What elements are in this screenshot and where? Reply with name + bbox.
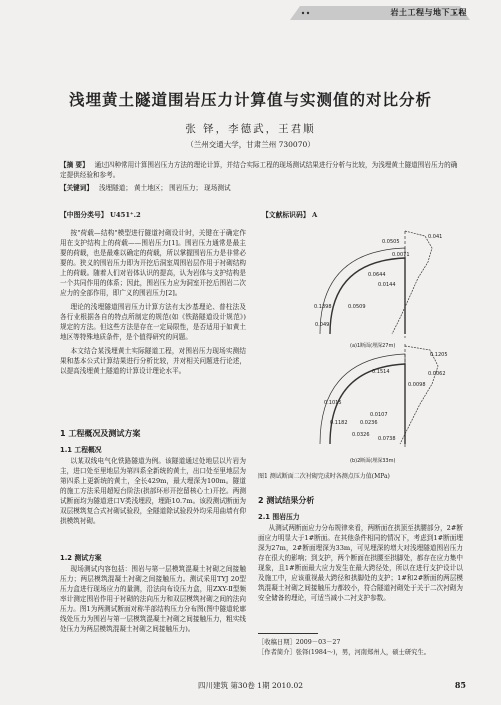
subfigure-label-a: (a)1断面(埋深27m) <box>350 343 396 349</box>
subsection-1-2-heading: 1.2 测试方案 <box>60 554 102 562</box>
section-2-diagram <box>320 344 438 448</box>
tunnel-outline-a <box>320 248 405 334</box>
value-label: 0.0738 <box>378 436 396 442</box>
intro-paragraph: 理论的浅埋隧道围岩压力计算方法有太沙基理论、普柱法及各行业根据各自的特点所制定的规范(如《铁路隧道设计规范》)规定的方法。但这些方法是存在一定局限性，是否适用于如黄土地区等特殊地质条件，是个值得研究的问题。 <box>60 303 246 341</box>
tunnel-outline-b <box>320 354 405 444</box>
abstract-label: 【摘 要】 <box>60 161 89 169</box>
intro-paragraph: 按"荷载—结构"模型进行隧道衬砌设计时，关键在于确定作用在支护结构上的荷载——围岩压力[1]。围岩压力通常是最主要的荷载，也是最难以确定的荷载，所以掌握围岩压力是非常必要的。狭义的围岩压力即为开挖后洞室周围岩层作用于衬砌结构上的荷载。随着人们对岩体认识的提高，认为岩体与支护结构是一个共同作用的体系；因此，围岩压力应为洞室开挖后围岩二次应力的全部作用，即广义的围岩压力[2]。 <box>60 229 246 297</box>
section-2-1-text <box>258 523 463 603</box>
value-label: 0.1205 <box>430 352 448 358</box>
paper-authors: 张 铎，李德武，王君顺 <box>185 123 316 135</box>
pressure-envelope-a <box>392 231 432 334</box>
page-number: 85 <box>454 680 466 690</box>
intro-text <box>60 228 246 376</box>
value-label: 0.0505 <box>382 239 400 245</box>
section-1-diagram <box>320 231 432 338</box>
value-label: 0.0071 <box>392 252 410 258</box>
footnote-rule <box>258 633 318 634</box>
subsection-1-1-heading: 1.1 工程概况 <box>60 446 102 454</box>
author-intro: ［作者简介］张铎(1984～)，男，河南郑州人，硕士研究生。 <box>258 649 431 656</box>
value-label: 0.041 <box>428 234 443 240</box>
value-label: 0.0509 <box>348 304 366 310</box>
subsection-2-1-heading: 2.1 围岩压力 <box>258 513 300 521</box>
clc-number: 【中图分类号】 U451⁺.2 <box>60 211 141 219</box>
value-label: 0.0644 <box>368 272 386 278</box>
section-1-2-text <box>60 564 246 634</box>
subfigure-label-b: (b)2断面(埋深33m) <box>350 458 396 464</box>
intro-paragraph: 本文结合某浅埋黄土实际隧道工程，对围岩压力现场实测结果和基本公式计算结果进行分析比较，并对相关问题进行论述，以提高浅埋黄土隧道的计算设计理论水平。 <box>60 347 246 375</box>
lining-line-a <box>330 258 405 334</box>
journal-column-banner: 岩土工程与地下工程 <box>390 8 467 17</box>
received-date: ［收稿日期］2009－03－27 <box>258 639 341 646</box>
abstract <box>60 160 460 180</box>
document-code: 【文献标识码】 A <box>262 211 318 219</box>
section-1-heading: 1 工程概况及测试方案 <box>60 429 141 438</box>
paper-affiliation: （兰州交通大学，甘肃兰州 730070） <box>186 140 315 149</box>
footer-journal-info: 四川建筑 第30卷 1期 2010.02 <box>198 681 303 690</box>
body-paragraph: 以某双线电气化铁路隧道为例。该隧道通过处地层以片岩为主，进口处至里地层为第四系全新统的黄土，出口处至里地层为第四系上更新统的黄土，全长429m，最大埋深为100m。隧道的施工方法采用超短台阶法(拱部环形开挖留核心土)开挖。两测试断面均为隧道进口Ⅴ类浅埋段，埋距10.7m。该段测试断面为双层模筑复合式衬砌试验段，全隧道除试验段外均采用曲墙有仰拱模筑衬砌。 <box>60 457 246 525</box>
figure-1-pressure-diagram <box>260 226 460 466</box>
value-label: 0.0144 <box>378 282 396 288</box>
value-label: 0.1182 <box>330 420 348 426</box>
value-label: 0.0062 <box>428 371 446 377</box>
pressure-envelope-b <box>400 346 438 444</box>
abstract-text: 通过四种常用计算围岩压力方法的理论计算，并结合实际工程的现场测试结果进行分析与比较，为浅埋黄土隧道围岩压力的确定提供经验和参考。 <box>60 161 458 179</box>
section-1-1-text <box>60 456 246 526</box>
value-label: 0.1015 <box>324 400 342 406</box>
section-2-heading: 2 测试结果分析 <box>258 496 315 505</box>
value-label: 0.0107 <box>370 412 388 418</box>
keywords <box>60 183 460 193</box>
figure-1-caption: 图1 测试断面二次衬砌完成时各测点压力值(MPa) <box>258 473 390 480</box>
value-label: 0.0098 <box>408 382 426 388</box>
keywords-text: 浅埋隧道； 黄土地区； 围岩压力； 现场测试 <box>98 184 231 192</box>
value-label: 0.1398 <box>314 304 332 310</box>
footnote <box>258 638 468 658</box>
body-paragraph: 现场测试内容包括：围岩与第一层模筑混凝土衬砌之间接触压力；两层模筑混凝土衬砌之间接触压力。测试采用TYJ 20型压力盒进行现场应力的量测，沿法向布设压力盒，用ZXY-Ⅱ型频率计测定围岩作用于衬砌的法向压力和双层模筑衬砌之间的法向压力。图1为两测试断面对称半部结构压力分布图(图中隧道轮廓线处压力为围岩与第一层模筑混凝土衬砌之间接触压力，粗实线处压力为两层模筑混凝土衬砌之间接触压力)。 <box>60 565 246 633</box>
value-label: 0.0326 <box>352 432 370 438</box>
value-label: 0.0236 <box>360 420 378 426</box>
value-label: 0.1514 <box>372 369 390 375</box>
value-label: 0.049 <box>315 322 330 328</box>
body-paragraph: 从测试两断面应力分布规律来看，两断面在拱顶至拱腰部分，2#断面应力明显大于1#断面。在其他条件相同的情况下，考虑到1#断面埋深为27m，2#断面埋深为33m，可见埋深的增大对浅埋隧道围岩压力存在很大的影响；到支护，两个断面在拱腰至拱脚处，都存在应力集中现象，且1#断面最大应力发生在最大跨径处，所以在进行支护设计以及施工中，应该重视最大跨径和拱脚处的支护；1#和2#断面的两层模筑混凝土衬砌之间接触压力都较小，符合隧道衬砌处于关于二次衬砌为安全储备的理论，可适当减小二衬支护参数。 <box>258 524 463 602</box>
paper-title: 浅埋黄土隧道围岩压力计算值与实测值的对比分析 <box>68 90 432 109</box>
keywords-label: 【关键词】 <box>60 184 93 192</box>
